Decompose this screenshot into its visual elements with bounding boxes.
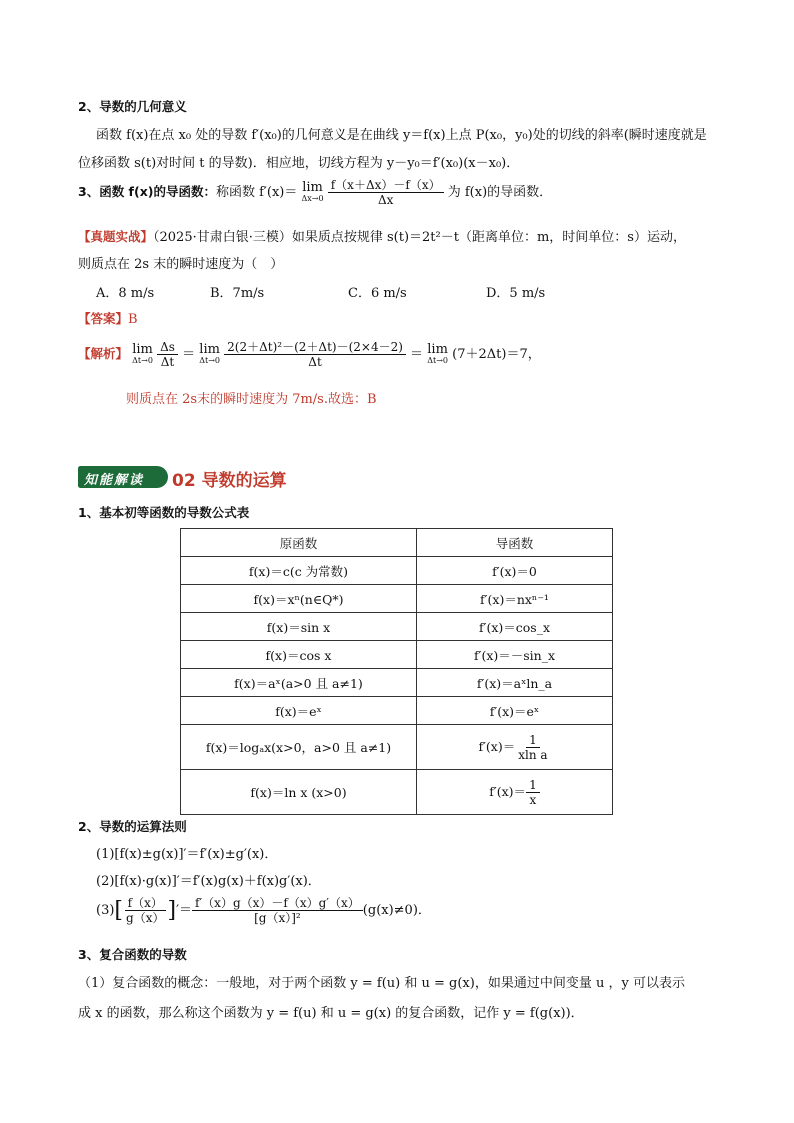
rule-3-suffix: (g(x)≠0)． xyxy=(362,903,431,918)
option-d: D．5 m/s xyxy=(486,286,546,301)
rule-2: (2)[f(x)·g(x)]′＝f′(x)g(x)＋f(x)g′(x)． xyxy=(96,874,321,889)
table-heading: 1、基本初等函数的导数公式表 xyxy=(78,505,250,520)
analysis-lim-1 xyxy=(132,341,153,366)
option-a: A．8 m/s xyxy=(96,286,155,301)
inner-fraction xyxy=(123,896,167,925)
sec3-limit xyxy=(301,179,324,204)
analysis-tag: 【解析】 xyxy=(78,346,129,361)
header-original: 原函数 xyxy=(181,529,417,557)
cell-function: f(x)＝c(c 为常数) xyxy=(181,557,417,585)
derivative-prefix: f′(x)＝ xyxy=(478,738,516,754)
cell-function: f(x)＝aˣ(a>0 且 a≠1) xyxy=(181,669,417,697)
frac-den: Δt xyxy=(308,355,322,369)
answer-line xyxy=(78,309,138,327)
exercise-tag: 【真题实战】 xyxy=(78,229,154,244)
option-b: B．7m/s xyxy=(210,286,265,301)
analysis-result: (7＋2Δt)＝7， xyxy=(452,347,541,362)
sec3-fraction xyxy=(328,178,444,207)
table-row xyxy=(181,725,613,770)
sec2-line1: 函数 f(x)在点 x₀ 处的导数 f′(x₀)的几何意义是在曲线 y＝f(x)上点 P(x₀，y₀)处的切线的斜率(瞬时速度就是 xyxy=(96,128,707,143)
analysis-lim-2 xyxy=(199,341,221,366)
frac-den: x xyxy=(529,792,537,807)
cell-function: f(x)＝sin x xyxy=(181,613,417,641)
cell-derivative: f′(x)＝－sin_x xyxy=(417,641,613,669)
cell-function: f(x)＝xⁿ(n∈Q*) xyxy=(181,585,417,613)
table-row xyxy=(181,557,613,585)
option-c: C．6 m/s xyxy=(348,286,407,301)
analysis-lim-3 xyxy=(427,341,448,366)
lim-sub: Δt→0 xyxy=(427,355,448,365)
lim-word: lim xyxy=(132,341,153,357)
sec2-heading: 2、导数的几何意义 xyxy=(78,99,187,114)
derivative-prefix: f′(x)＝ xyxy=(489,783,527,799)
rule-3-prefix: (3) xyxy=(96,903,115,918)
frac-num: f′（x）g（x）－f（x）g′（x） xyxy=(192,896,363,911)
frac-num: 1 xyxy=(526,778,540,793)
exercise-line1 xyxy=(78,226,686,245)
header-derivative: 导函数 xyxy=(417,529,613,557)
bracket-close: ] xyxy=(167,898,177,923)
frac-den: [g（x）]² xyxy=(254,911,301,925)
rule-1: (1)[f(x)±g(x)]′＝f′(x)±g′(x)． xyxy=(96,847,278,862)
table-row xyxy=(181,613,613,641)
frac-num: 1 xyxy=(526,733,540,748)
sec3-den: Δx xyxy=(377,193,394,207)
table-header-row xyxy=(181,529,613,557)
frac-den: g（x） xyxy=(126,911,165,925)
cell-derivative: f′(x)＝nxⁿ⁻¹ xyxy=(417,585,613,613)
cell-function: f(x)＝eˣ xyxy=(181,697,417,725)
analysis-frac-1 xyxy=(157,340,178,369)
sec3-prefix: 3、函数 f(x)的导函数： xyxy=(78,184,216,199)
equals-sign: ＝ xyxy=(182,347,196,362)
analysis-conclusion: 则质点在 2s末的瞬时速度为 7m/s.故选：B xyxy=(126,392,377,407)
table-row xyxy=(181,770,613,815)
frac-den: Δt xyxy=(160,355,175,369)
analysis-frac-2 xyxy=(224,340,406,369)
cell-function: f(x)＝cos x xyxy=(181,641,417,669)
cell-derivative: f′(x)＝cos_x xyxy=(417,613,613,641)
lim-word: lim xyxy=(427,341,448,357)
section-title: 02 导数的运算 xyxy=(172,471,287,491)
cell-derivative xyxy=(417,725,613,770)
lim-word: lim xyxy=(302,179,323,195)
bracket-open: [ xyxy=(114,898,124,923)
lim-sub: Δt→0 xyxy=(199,355,221,365)
log-fraction xyxy=(515,733,550,762)
equals-sign: ＝ xyxy=(410,347,424,362)
lim-word: lim xyxy=(199,341,220,357)
answer-value: B xyxy=(128,312,138,327)
composite-line2: 成 x 的函数，那么称这个函数为 y = f(u) 和 u = g(x) 的复合函数，记作 y = f(g(x))． xyxy=(78,1006,584,1021)
sec3-mid: 称函数 f′(x)＝ xyxy=(215,185,298,200)
table-row xyxy=(181,697,613,725)
quotient-fraction xyxy=(192,896,363,925)
cell-derivative: f′(x)＝0 xyxy=(417,557,613,585)
banner-label: 知能解读 xyxy=(84,473,145,488)
cell-derivative: f′(x)＝eˣ xyxy=(417,697,613,725)
rule-3-eq: ′＝ xyxy=(176,903,193,918)
ln-fraction xyxy=(526,778,540,807)
sec3-num: f（x＋Δx）－f（x） xyxy=(328,178,444,193)
cell-derivative: f′(x)＝aˣln_a xyxy=(417,669,613,697)
table-row xyxy=(181,669,613,697)
table-row xyxy=(181,641,613,669)
lim-sub: Δx→0 xyxy=(301,193,324,203)
composite-heading: 3、复合函数的导数 xyxy=(78,947,187,962)
frac-num: f（x） xyxy=(125,896,166,911)
table-row xyxy=(181,585,613,613)
rules-heading: 2、导数的运算法则 xyxy=(78,819,187,834)
sec3-suffix: 为 f(x)的导函数． xyxy=(447,185,553,200)
exercise-line2: 则质点在 2s 末的瞬时速度为（ ） xyxy=(78,257,284,272)
analysis-line xyxy=(78,340,541,369)
frac-num: 2(2＋Δt)²－(2＋Δt)－(2×4－2) xyxy=(224,340,406,355)
exercise-text: （2025·甘肃白银·三模）如果质点按规律 s(t)＝2t²－t（距离单位：m，时间单位：s）运动， xyxy=(153,230,686,245)
lim-sub: Δt→0 xyxy=(132,355,153,365)
frac-den: xln a xyxy=(518,747,548,762)
sec2-line2: 位移函数 s(t)对时间 t 的导数)．相应地，切线方程为 y－y₀＝f′(x₀)(x－x₀)． xyxy=(78,156,520,171)
cell-function: f(x)＝ln x (x>0) xyxy=(181,770,417,815)
answer-tag: 【答案】 xyxy=(78,311,129,326)
composite-line1: （1）复合函数的概念：一般地，对于两个函数 y = f(u) 和 u = g(x)，如果通过中间变量 u ，y 可以表示 xyxy=(78,976,685,991)
derivative-table xyxy=(180,528,613,815)
cell-function: f(x)＝logₐx(x>0，a>0 且 a≠1) xyxy=(181,725,417,770)
frac-num: Δs xyxy=(157,340,178,355)
cell-derivative xyxy=(417,770,613,815)
section-banner xyxy=(78,466,168,488)
rule-3 xyxy=(96,896,431,925)
sec3-definition xyxy=(78,178,552,207)
